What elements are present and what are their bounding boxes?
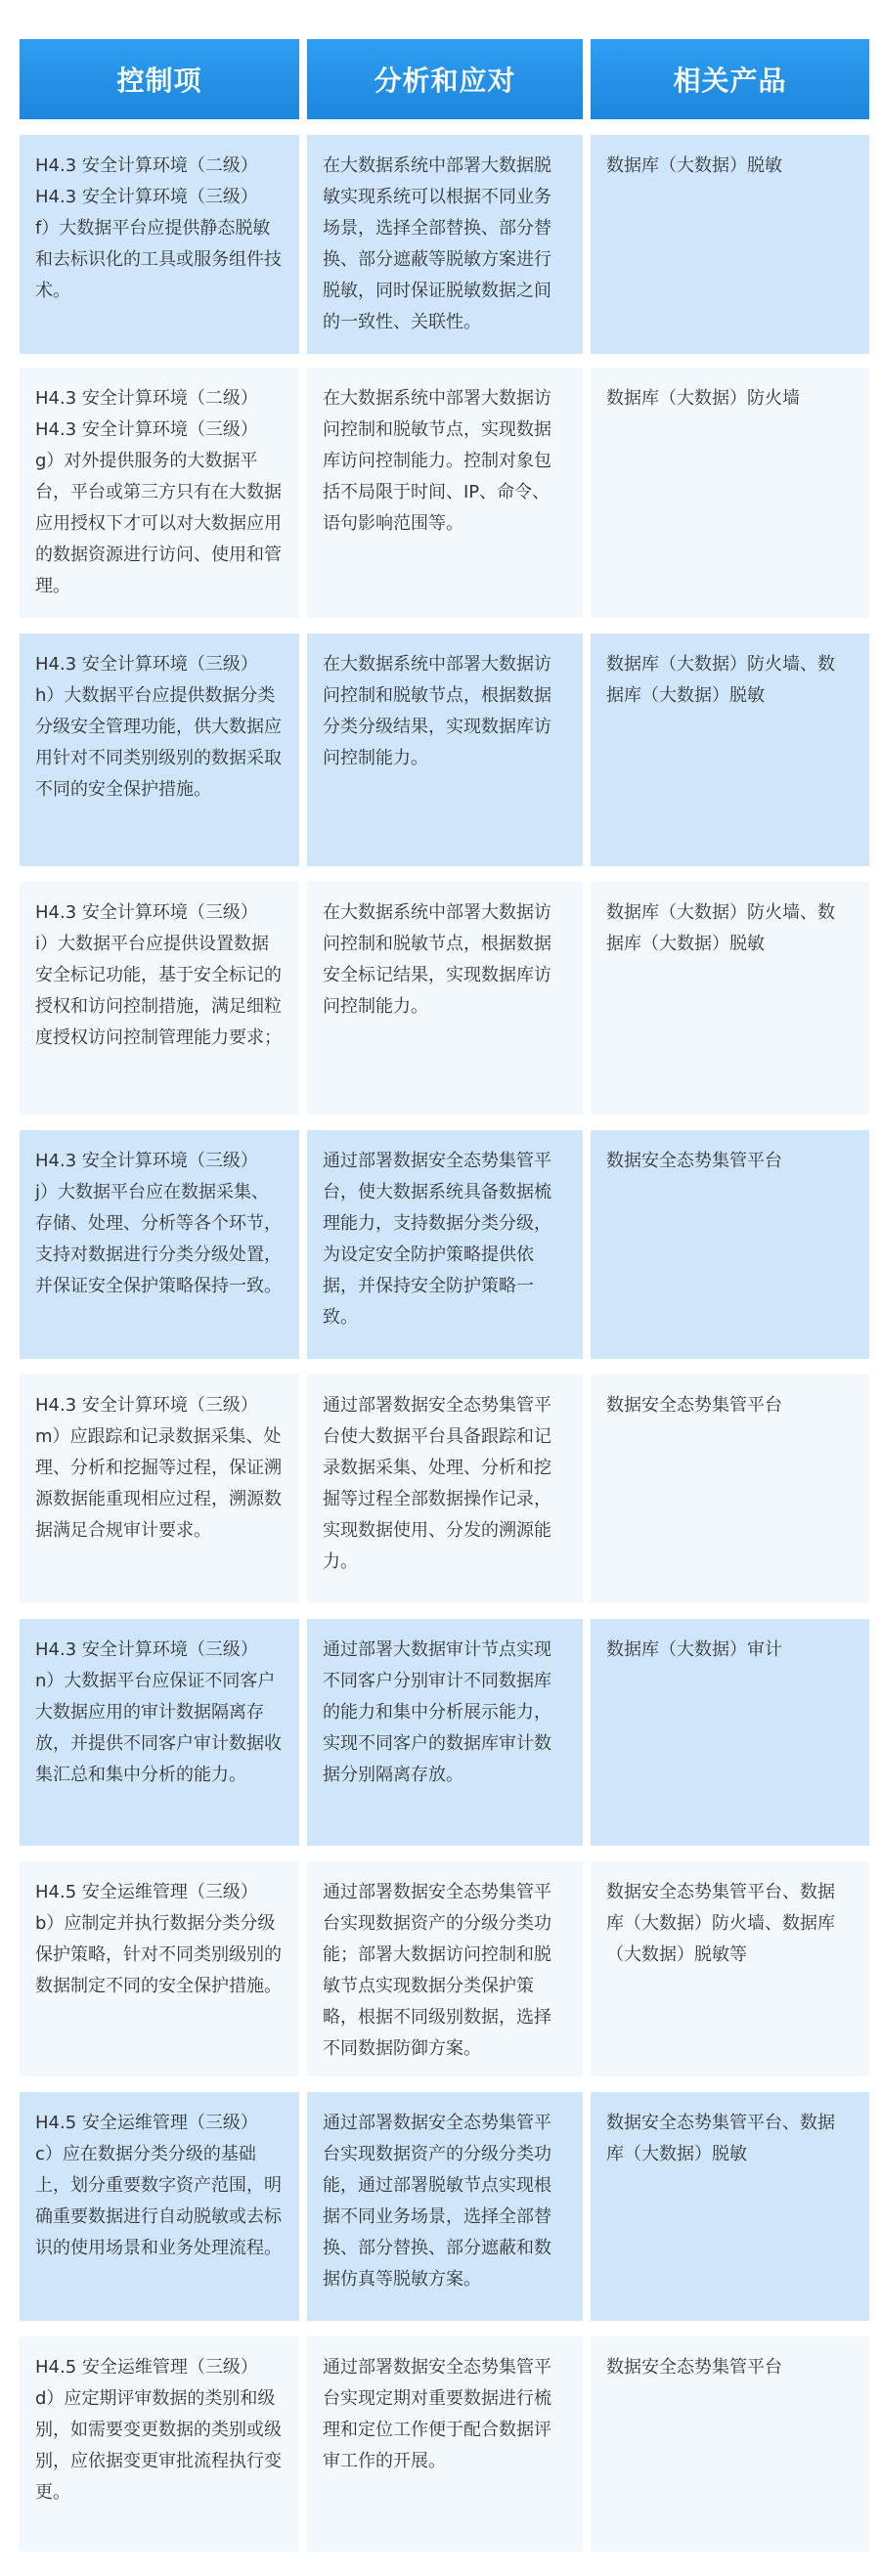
table-row <box>20 2336 869 2552</box>
products-cell: 数据安全态势集管平台、数据库（大数据）防火墙、数据库（大数据）脱敏等 <box>591 1861 869 2076</box>
control-cell: H4.3 安全计算环境（三级） i）大数据平台应提供设置数据安全标记功能，基于安全标记的授权和访问控制措施，满足细粒度授权访问控制管理能力要求； <box>20 882 299 1114</box>
table-row <box>20 882 869 1114</box>
table-row <box>20 2092 869 2321</box>
table-row <box>20 1130 869 1359</box>
analysis-cell: 通过部署数据安全态势集管平台实现数据资产的分级分类功能，通过部署脱敏节点实现根据不同业务场景，选择全部替换、部分替换、部分遮蔽和数据仿真等脱敏方案。 <box>307 2092 583 2321</box>
control-cell: H4.3 安全计算环境（三级） j）大数据平台应在数据采集、存储、处理、分析等各个环节，支持对数据进行分类分级处置，并保证安全保护策略保持一致。 <box>20 1130 299 1359</box>
products-cell: 数据库（大数据）防火墙、数据库（大数据）脱敏 <box>591 633 869 866</box>
products-cell: 数据库（大数据）脱敏 <box>591 135 869 354</box>
table-row <box>20 1375 869 1603</box>
products-cell: 数据库（大数据）防火墙、数据库（大数据）脱敏 <box>591 882 869 1114</box>
table-row <box>20 633 869 866</box>
control-cell: H4.3 安全计算环境（二级） H4.3 安全计算环境（三级） g）对外提供服务的大数据平台，平台或第三方只有在大数据应用授权下才可以对大数据应用的数据资源进行访问、使用和管理。 <box>20 368 299 618</box>
table-row <box>20 1619 869 1846</box>
control-cell: H4.5 安全运维管理（三级） c）应在数据分类分级的基础上，划分重要数字资产范围，明确重要数据进行自动脱敏或去标识的使用场景和业务处理流程。 <box>20 2092 299 2321</box>
analysis-cell: 在大数据系统中部署大数据访问控制和脱敏节点，根据数据分类分级结果，实现数据库访问控制能力。 <box>307 633 583 866</box>
products-cell: 数据安全态势集管平台 <box>591 1375 869 1603</box>
products-cell: 数据库（大数据）审计 <box>591 1619 869 1846</box>
table-header <box>20 39 869 119</box>
header-products-column: 相关产品 <box>591 39 869 119</box>
control-cell: H4.3 安全计算环境（三级） m）应跟踪和记录数据采集、处理、分析和挖掘等过程，保证溯源数据能重现相应过程，溯源数据满足合规审计要求。 <box>20 1375 299 1603</box>
analysis-cell: 通过部署大数据审计节点实现不同客户分别审计不同数据库的能力和集中分析展示能力，实现不同客户的数据库审计数据分别隔离存放。 <box>307 1619 583 1846</box>
analysis-cell: 在大数据系统中部署大数据脱敏实现系统可以根据不同业务场景，选择全部替换、部分替换、部分遮蔽等脱敏方案进行脱敏，同时保证脱敏数据之间的一致性、关联性。 <box>307 135 583 354</box>
analysis-cell: 在大数据系统中部署大数据访问控制和脱敏节点，根据数据安全标记结果，实现数据库访问控制能力。 <box>307 882 583 1114</box>
analysis-cell: 通过部署数据安全态势集管平台实现定期对重要数据进行梳理和定位工作便于配合数据评审工作的开展。 <box>307 2336 583 2552</box>
products-cell: 数据安全态势集管平台、数据库（大数据）脱敏 <box>591 2092 869 2321</box>
table-row <box>20 1861 869 2076</box>
analysis-cell: 在大数据系统中部署大数据访问控制和脱敏节点，实现数据库访问控制能力。控制对象包括不局限于时间、IP、命令、语句影响范围等。 <box>307 368 583 618</box>
table-row <box>20 135 869 354</box>
products-cell: 数据库（大数据）防火墙 <box>591 368 869 618</box>
products-cell: 数据安全态势集管平台 <box>591 2336 869 2552</box>
control-cell: H4.5 安全运维管理（三级） b）应制定并执行数据分类分级保护策略，针对不同类别级别的数据制定不同的安全保护措施。 <box>20 1861 299 2076</box>
control-cell: H4.3 安全计算环境（三级） n）大数据平台应保证不同客户大数据应用的审计数据隔离存放，并提供不同客户审计数据收集汇总和集中分析的能力。 <box>20 1619 299 1846</box>
control-cell: H4.3 安全计算环境（三级） h）大数据平台应提供数据分类分级安全管理功能，供大数据应用针对不同类别级别的数据采取不同的安全保护措施。 <box>20 633 299 866</box>
analysis-cell: 通过部署数据安全态势集管平台，使大数据系统具备数据梳理能力，支持数据分类分级，为设定安全防护策略提供依据，并保持安全防护策略一致。 <box>307 1130 583 1359</box>
header-analysis-column: 分析和应对 <box>307 39 583 119</box>
table-row <box>20 368 869 618</box>
header-control-column: 控制项 <box>20 39 299 119</box>
products-cell: 数据安全态势集管平台 <box>591 1130 869 1359</box>
analysis-cell: 通过部署数据安全态势集管平台实现数据资产的分级分类功能；部署大数据访问控制和脱敏节点实现数据分类保护策略，根据不同级别数据，选择不同数据防御方案。 <box>307 1861 583 2076</box>
control-cell: H4.5 安全运维管理（三级） d）应定期评审数据的类别和级别，如需要变更数据的类别或级别，应依据变更审批流程执行变更。 <box>20 2336 299 2552</box>
analysis-cell: 通过部署数据安全态势集管平台使大数据平台具备跟踪和记录数据采集、处理、分析和挖掘等过程全部数据操作记录，实现数据使用、分发的溯源能力。 <box>307 1375 583 1603</box>
control-cell: H4.3 安全计算环境（二级） H4.3 安全计算环境（三级） f）大数据平台应提供静态脱敏和去标识化的工具或服务组件技术。 <box>20 135 299 354</box>
